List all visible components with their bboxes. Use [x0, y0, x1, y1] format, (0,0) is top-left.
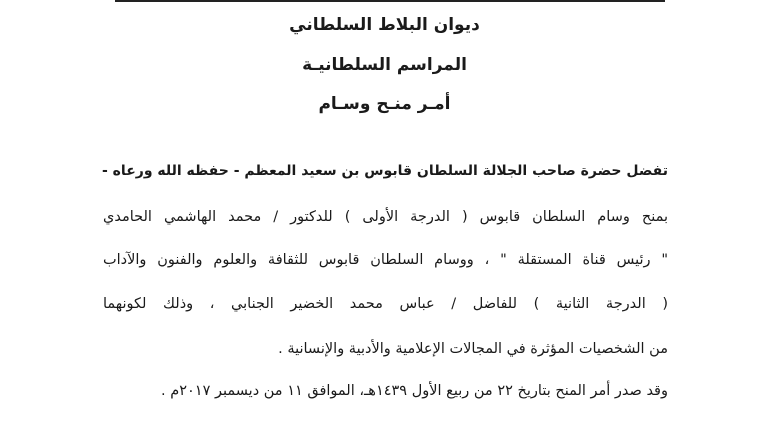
heading-royal-court: ديوان البلاط السلطاني	[289, 15, 480, 35]
heading-decoration-order: أمـر منـح وسـام	[318, 94, 451, 114]
top-rule	[115, 0, 665, 2]
body-line-4: من الشخصيات المؤثرة في المجالات الإعلامية والأدبية والإنسانية .	[278, 341, 668, 357]
body-line-3: ( الدرجة الثانية ) للفاضل / عباس محمد الخضير الجنابي ، وذلك لكونهما	[103, 296, 668, 312]
intro-line: تفضل حضرة صاحب الجلالة السلطان قابوس بن سعيد المعظم - حفظه الله ورعاه -	[101, 163, 668, 179]
body-line-1: بمنح وسام السلطان قابوس ( الدرجة الأولى ) للدكتور / محمد الهاشمي الحامدي	[103, 209, 668, 225]
closing-line: وقد صدر أمر المنح بتاريخ ٢٢ من ربيع الأول ١٤٣٩هـ، الموافق ١١ من ديسمبر ٢٠١٧م .	[161, 383, 668, 399]
heading-royal-protocol: المراسم السلطانيـة	[302, 55, 467, 75]
body-line-2: " رئيس قناة المستقلة " ، ووسام السلطان قابوس للثقافة والعلوم والفنون والآداب	[103, 252, 668, 268]
